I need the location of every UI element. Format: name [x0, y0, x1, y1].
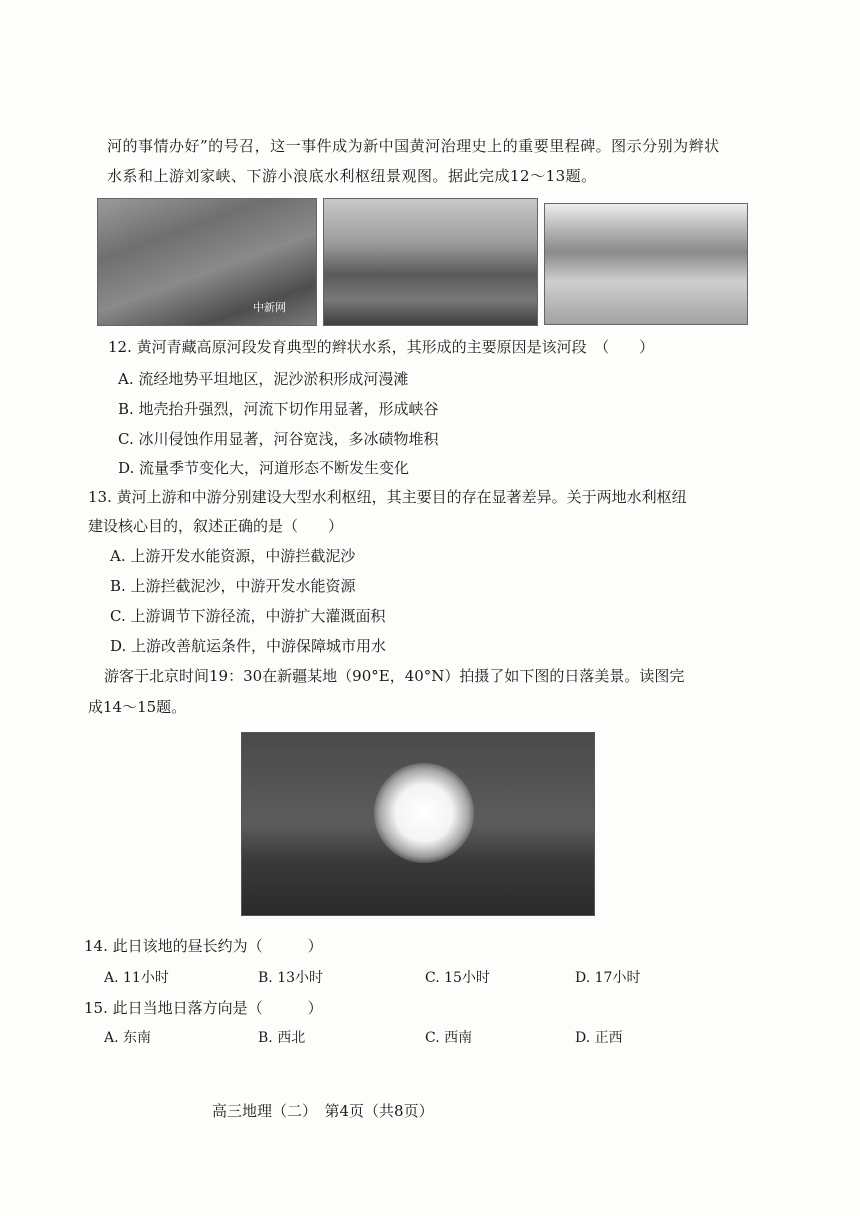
q13-stem-line-2: 建设核心目的，叙述正确的是（ ） — [88, 517, 344, 535]
q13-option-c: C. 上游调节下游径流，中游扩大灌溉面积 — [110, 607, 386, 625]
q15-option-c: C. 西南 — [425, 1030, 473, 1046]
q12-stem: 12. 黄河青藏高原河段发育典型的辫状水系，其形成的主要原因是该河段 （ ） — [108, 338, 655, 356]
q15-option-d: D. 正西 — [575, 1030, 623, 1046]
q14-option-c: C. 15小时 — [425, 970, 490, 986]
intro2-line-2: 成14～15题。 — [88, 698, 187, 716]
page-footer: 高三地理（二） 第4页（共8页） — [212, 1102, 434, 1120]
q13-option-b: B. 上游拦截泥沙，中游开发水能资源 — [110, 577, 356, 595]
q13-option-a: A. 上游开发水能资源，中游拦截泥沙 — [110, 547, 356, 565]
q12-option-a: A. 流经地势平坦地区，泥沙淤积形成河漫滩 — [118, 370, 409, 388]
q12-option-c: C. 冰川侵蚀作用显著，河谷宽浅，多冰碛物堆积 — [118, 430, 439, 448]
braided-river-photo — [97, 198, 317, 326]
q12-option-b: B. 地壳抬升强烈，河流下切作用显著，形成峡谷 — [118, 400, 439, 418]
q15-stem: 15. 此日当地日落方向是（ ） — [84, 999, 323, 1017]
photo-watermark: 中新网 — [253, 301, 286, 314]
q14-option-a: A. 11小时 — [104, 970, 169, 986]
q14-option-b: B. 13小时 — [258, 970, 324, 986]
q14-stem: 14. 此日该地的昼长约为（ ） — [84, 937, 323, 955]
q13-option-d: D. 上游改善航运条件，中游保障城市用水 — [110, 637, 387, 655]
sunset-photo — [241, 732, 595, 916]
intro-line-1: 河的事情办好”的号召，这一事件成为新中国黄河治理史上的重要里程碑。图示分别为辫状 — [107, 137, 720, 155]
q13-stem-line-1: 13. 黄河上游和中游分别建设大型水利枢纽，其主要目的存在显著差异。关于两地水利枢纽 — [88, 488, 687, 506]
q15-option-b: B. 西北 — [258, 1030, 306, 1046]
q12-option-d: D. 流量季节变化大，河道形态不断发生变化 — [118, 459, 410, 477]
sun-icon — [374, 763, 474, 863]
intro-line-2: 水系和上游刘家峡、下游小浪底水利枢纽景观图。据此完成12～13题。 — [107, 167, 597, 185]
liujiaxia-dam-photo — [323, 198, 538, 326]
q15-option-a: A. 东南 — [104, 1030, 152, 1046]
xiaolangdi-dam-photo — [544, 203, 748, 325]
q14-option-d: D. 17小时 — [575, 970, 641, 986]
intro2-line-1: 游客于北京时间19：30在新疆某地（90°E，40°N）拍摄了如下图的日落美景。读图完 — [104, 667, 685, 685]
